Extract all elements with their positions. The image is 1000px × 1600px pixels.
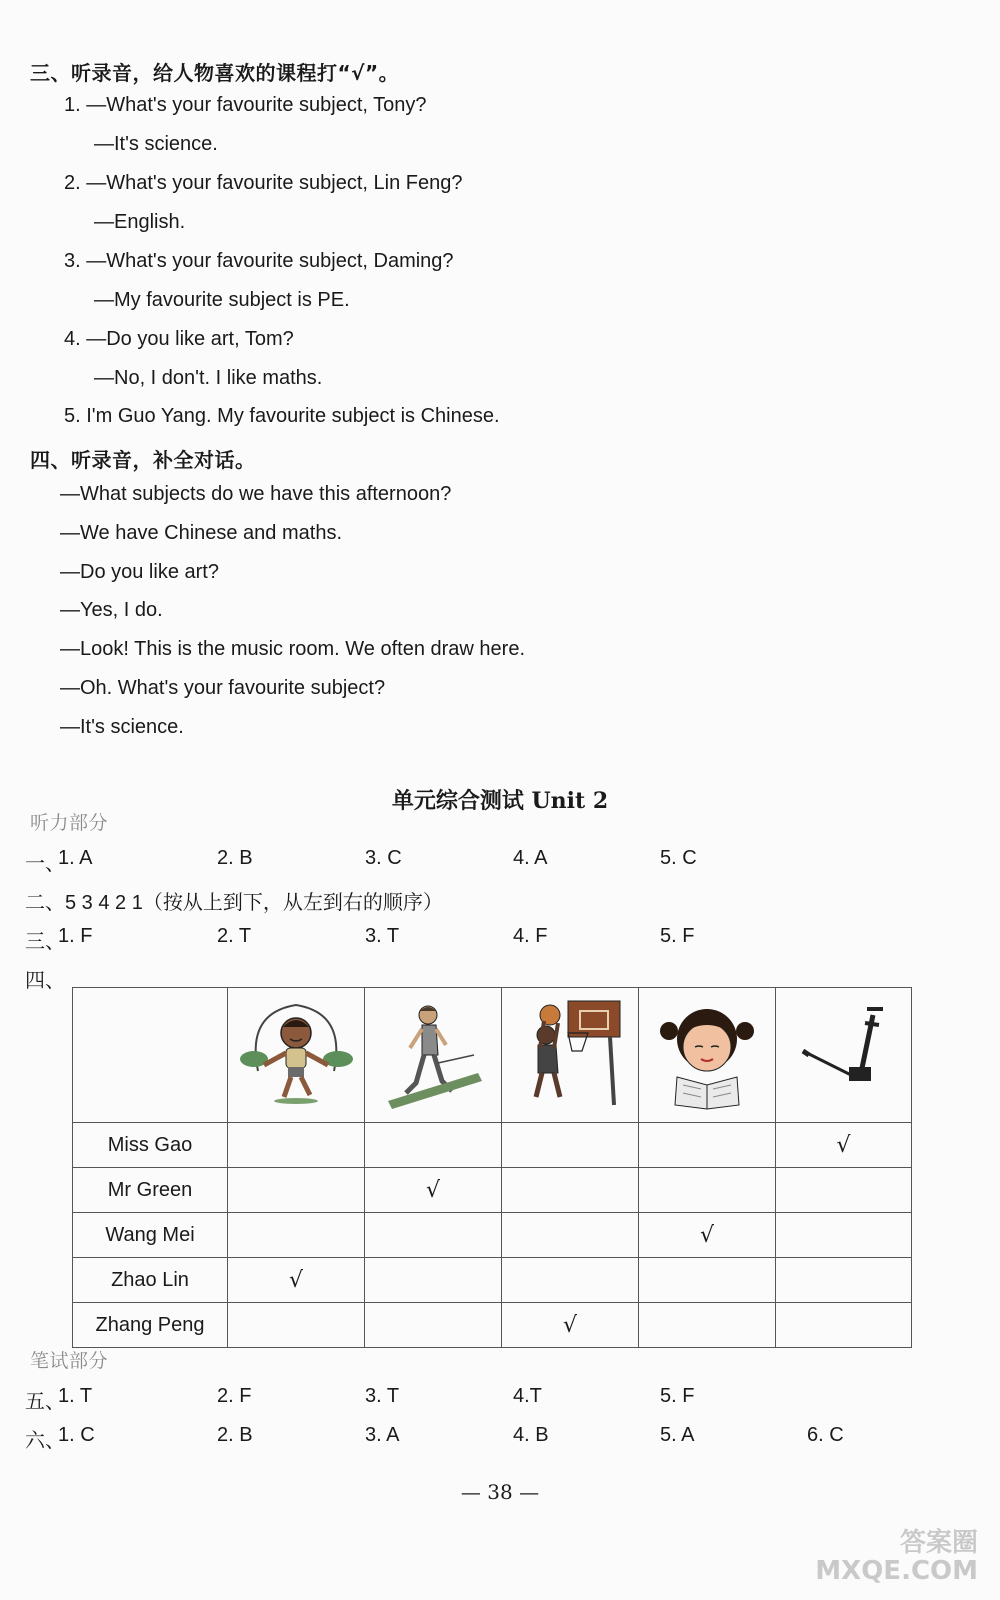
subject-tick-table [72,987,912,1348]
tick-cell [639,1168,776,1213]
tick-cell [365,1213,502,1258]
part3-line-3: 2. —What's your favourite subject, Lin Feng? [64,172,463,194]
answer-item: 4. A [513,847,548,869]
tick-cell [228,1258,365,1303]
answer-item: 5. C [660,847,697,869]
answer-row-2 [25,886,975,914]
answer-item: 2. T [217,925,252,947]
answer-item: 5. F [660,925,695,947]
part3-line-6: —My favourite subject is PE. [94,289,350,311]
tick-cell [776,1123,912,1168]
answer-item: 2. B [217,847,253,869]
answer-prefix: 六、 [25,1430,65,1452]
tick-cell [776,1258,912,1303]
part3-line-2: —It's science. [94,133,218,155]
table-row [73,1258,912,1303]
answer-item: 3. A [365,1424,400,1446]
answer-item: 3. T [365,925,400,947]
watermark-line-2: MXQE.COM [815,1556,978,1587]
person-name-cell: Zhao Lin [73,1258,228,1303]
answer-item: 4.T [513,1385,542,1407]
reading-girl-picture [639,988,776,1123]
page-number: — 38 — [460,1480,540,1504]
answer-item: 3. C [365,847,402,869]
part3-line-5: 3. —What's your favourite subject, Daming? [64,250,454,272]
person-name-cell: Wang Mei [73,1213,228,1258]
tick-cell [365,1258,502,1303]
listening-section-label: 听力部分 [30,812,109,834]
person-name-cell: Miss Gao [73,1123,228,1168]
tick-cell [228,1168,365,1213]
tick-cell [502,1258,639,1303]
part4-line-7: —It's science. [60,716,184,738]
tick-cell [639,1213,776,1258]
part4-line-4: —Yes, I do. [60,599,163,621]
answer-item: 2. F [217,1385,252,1407]
basketball-picture [502,988,639,1123]
part4-line-6: —Oh. What's your favourite subject? [60,677,386,699]
tick-cell [776,1168,912,1213]
part3-line-7: 4. —Do you like art, Tom? [64,328,294,350]
answer-item: 4. F [513,925,548,947]
answer-prefix: 五、 [25,1391,65,1413]
tick-cell [639,1258,776,1303]
tick-cell [502,1213,639,1258]
tick-cell [639,1303,776,1348]
table-row [73,1303,912,1348]
answer-item: 1. A [58,847,93,869]
part4-line-2: —We have Chinese and maths. [60,522,343,544]
answer-row-3 [25,925,975,953]
running-picture [365,988,502,1123]
watermark-logo [815,1529,978,1586]
erhu-picture [776,988,912,1123]
part4-heading: 四、听录音，补全对话。 [30,448,256,472]
tick-mark: √ [288,1267,304,1293]
answer-row-1 [25,847,975,875]
answer-item: 6. C [807,1424,844,1446]
answer-item: 1. T [58,1385,93,1407]
answer-text: 二、5 3 4 2 1（按从上到下，从左到右的顺序） [25,892,443,914]
answer-item: 2. B [217,1424,253,1446]
answer-prefix: 一、 [25,853,65,875]
answer-item: 3. T [365,1385,400,1407]
answer-item: 5. F [660,1385,695,1407]
tick-mark: √ [562,1312,578,1338]
person-name-cell: Zhang Peng [73,1303,228,1348]
part3-line-8: —No, I don't. I like maths. [94,367,323,389]
table-row [73,1213,912,1258]
tick-cell [776,1303,912,1348]
part3-heading: 三、听录音，给人物喜欢的课程打“√”。 [30,61,400,85]
tick-cell [639,1123,776,1168]
tick-cell [365,1123,502,1168]
unit-title: 单元综合测试 Unit 2 [391,788,609,814]
tick-mark: √ [836,1132,851,1158]
tick-cell [365,1303,502,1348]
answer-row-5 [25,1385,975,1413]
tick-cell [228,1213,365,1258]
answer-item: 1. C [58,1424,95,1446]
answer-item: 4. B [513,1424,549,1446]
tick-cell [776,1213,912,1258]
part4-line-1: —What subjects do we have this afternoon? [60,483,452,505]
tick-cell [502,1303,639,1348]
tick-cell [365,1168,502,1213]
table-row [73,1123,912,1168]
answer-prefix: 四、 [25,970,65,992]
answer-item: 1. F [58,925,93,947]
part4-line-5: —Look! This is the music room. We often draw here. [60,638,526,660]
part4-line-3: —Do you like art? [60,561,219,583]
tick-cell [228,1123,365,1168]
answer-prefix: 三、 [25,931,65,953]
answer-item: 5. A [660,1424,695,1446]
tick-mark: √ [699,1222,715,1248]
part3-line-9: 5. I'm Guo Yang. My favourite subject is Chinese. [64,405,500,427]
tick-cell [228,1303,365,1348]
part3-line-4: —English. [94,211,186,233]
part3-line-1: 1. —What's your favourite subject, Tony? [64,94,427,116]
written-section-label: 笔试部分 [30,1350,109,1372]
tick-cell [502,1123,639,1168]
watermark-line-1: 答案圈 [899,1527,978,1558]
jump-rope-picture [228,988,365,1123]
tick-cell [502,1168,639,1213]
table-row [73,1168,912,1213]
table-corner-cell [73,988,228,1123]
person-name-cell: Mr Green [73,1168,228,1213]
answer-row-6 [25,1424,975,1452]
tick-mark: √ [425,1177,441,1203]
